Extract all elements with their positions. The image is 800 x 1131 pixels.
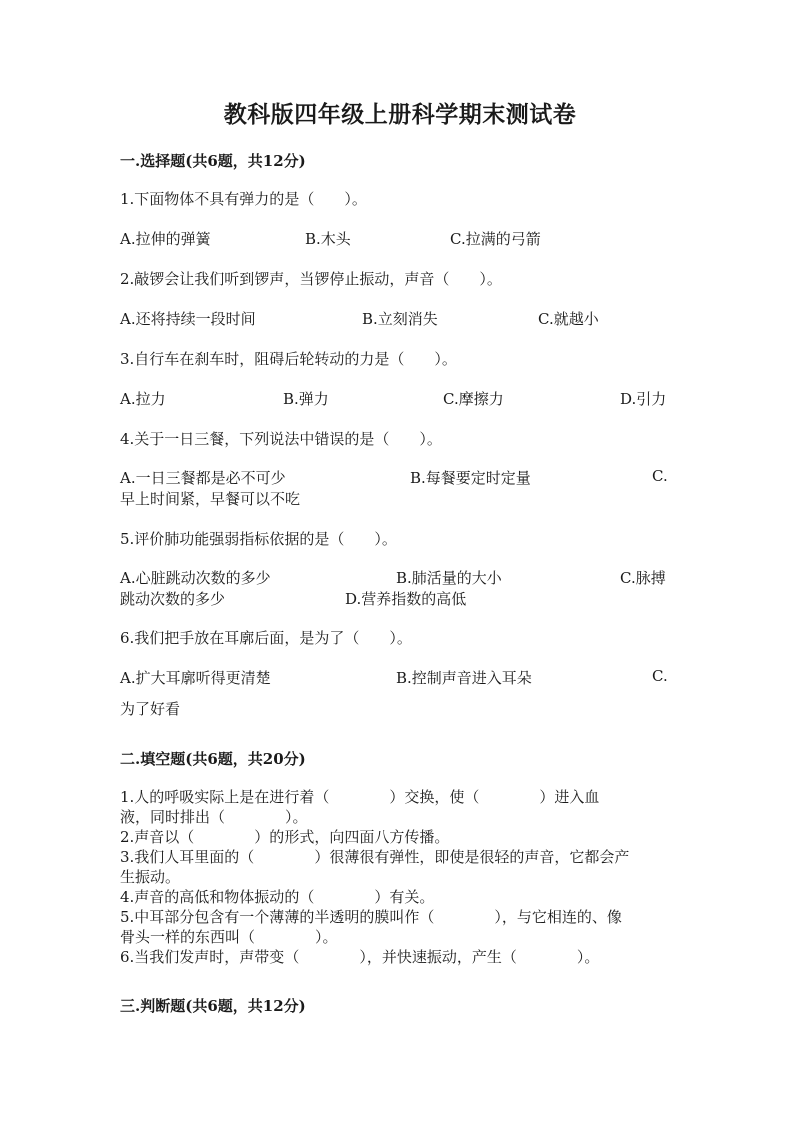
fill-line-9: 6.当我们发声时，声带变（ ），并快速振动，产生（ ）。 (120, 948, 600, 966)
question-4-option-c-text: 早上时间紧，早餐可以不吃 (120, 490, 301, 508)
question-6-stem: 6.我们把手放在耳廓后面，是为了（ ）。 (120, 629, 412, 647)
question-6-option-b: B.控制声音进入耳朵 (396, 669, 532, 687)
question-6-option-a: A.扩大耳廓听得更清楚 (120, 669, 271, 687)
question-4-option-a: A.一日三餐都是必不可少 (120, 469, 286, 487)
question-5-option-c-cont: 跳动次数的多少 (120, 590, 226, 608)
question-3-option-a: A.拉力 (120, 390, 166, 408)
question-1-stem: 1.下面物体不具有弹力的是（ ）。 (120, 190, 367, 208)
question-5-option-b: B.肺活量的大小 (396, 569, 502, 587)
question-6-option-c-label: C. (652, 667, 668, 685)
question-2-option-b: B.立刻消失 (362, 310, 438, 328)
fill-in-block (120, 787, 680, 967)
question-3-option-c: C.摩擦力 (443, 390, 504, 408)
section-heading-fill: 二.填空题(共6题，共20分) (120, 750, 306, 768)
question-3-option-d: D.引力 (620, 390, 667, 408)
fill-line-6: 4.声音的高低和物体振动的（ ）有关。 (120, 888, 435, 906)
question-1-option-a: A.拉伸的弹簧 (120, 230, 211, 248)
section-heading-judge: 三.判断题(共6题，共12分) (120, 997, 306, 1015)
question-4-option-c-label: C. (652, 467, 668, 485)
fill-line-5: 生振动。 (120, 868, 181, 886)
question-4-stem: 4.关于一日三餐，下列说法中错误的是（ ）。 (120, 430, 442, 448)
question-5-option-d: D.营养指数的高低 (345, 590, 467, 608)
page-title: 教科版四年级上册科学期末测试卷 (223, 101, 577, 128)
fill-line-4: 3.我们人耳里面的（ ）很薄很有弹性，即使是很轻的声音，它都会产 (120, 848, 630, 866)
question-3-stem: 3.自行车在刹车时，阻碍后轮转动的力是（ ）。 (120, 350, 457, 368)
question-2-stem: 2.敲锣会让我们听到锣声，当锣停止振动，声音（ ）。 (120, 270, 502, 288)
fill-line-2: 液，同时排出（ ）。 (120, 808, 308, 826)
fill-line-1: 1.人的呼吸实际上是在进行着（ ）交换，使（ ）进入血 (120, 788, 600, 806)
question-5-option-a: A.心脏跳动次数的多少 (120, 569, 271, 587)
question-4-option-b: B.每餐要定时定量 (410, 469, 531, 487)
question-2-option-c: C.就越小 (538, 310, 599, 328)
question-5-option-c: C.脉搏 (620, 569, 666, 587)
question-5-stem: 5.评价肺功能强弱指标依据的是（ ）。 (120, 530, 397, 548)
question-3-option-b: B.弹力 (283, 390, 329, 408)
question-1-option-b: B.木头 (305, 230, 351, 248)
fill-line-3: 2.声音以（ ）的形式，向四面八方传播。 (120, 828, 450, 846)
fill-line-8: 骨头一样的东西叫（ ）。 (120, 928, 338, 946)
question-1-option-c: C.拉满的弓箭 (450, 230, 541, 248)
section-heading-choice: 一.选择题(共6题，共12分) (120, 152, 306, 170)
fill-line-7: 5.中耳部分包含有一个薄薄的半透明的膜叫作（ ），与它相连的、像 (120, 908, 622, 926)
question-6-option-c-text: 为了好看 (120, 700, 181, 718)
question-2-option-a: A.还将持续一段时间 (120, 310, 256, 328)
